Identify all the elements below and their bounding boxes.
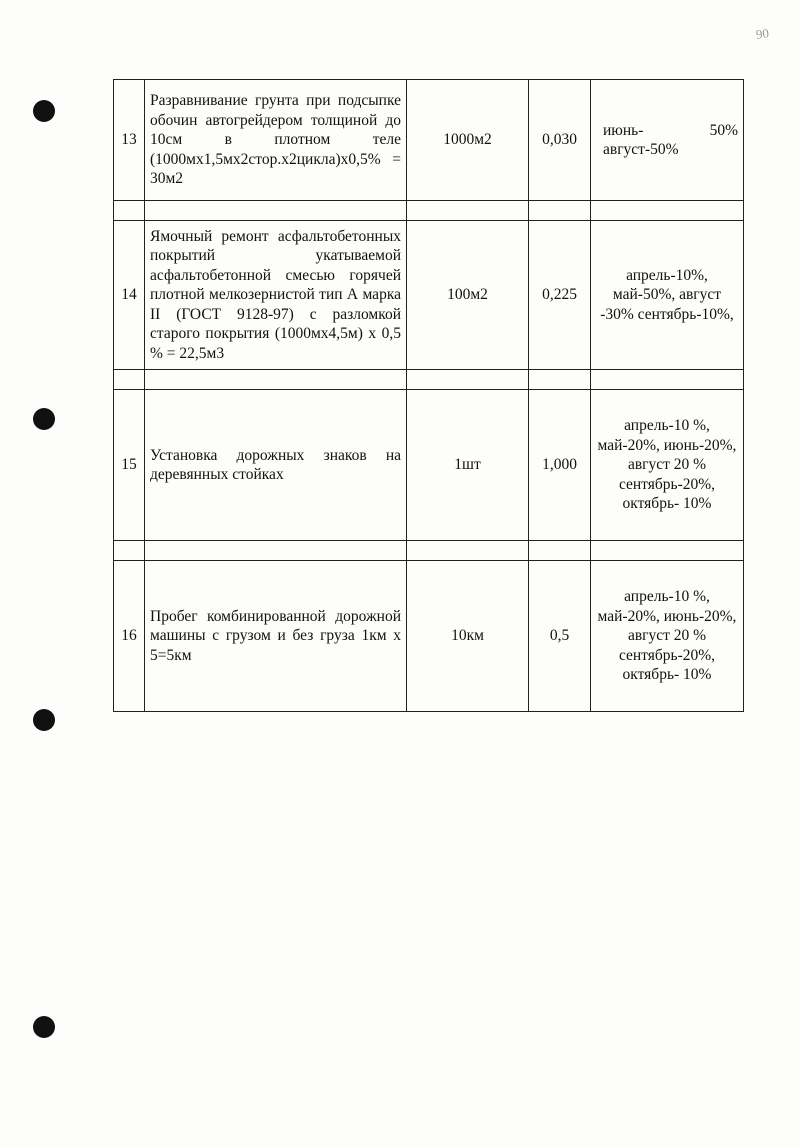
row-number: 13 — [114, 80, 145, 201]
work-description: Ямочный ремонт асфальтобетонных покрытий укатываемой асфальтобетонной смесью горячей плотной мелкозернистой тип А марка II (ГОСТ 9128-97) с разломкой старого покрытия (1000мх4,5м) х 0,5 % = 22,5м3 — [145, 221, 407, 370]
spacer-row — [114, 541, 744, 561]
punch-hole — [33, 408, 55, 430]
table-row — [114, 561, 744, 712]
schedule: апрель-10%, май-50%, август -30% сентябрь-10%, — [591, 221, 744, 370]
quantity: 0,225 — [529, 221, 591, 370]
row-number: 15 — [114, 390, 145, 541]
quantity: 1,000 — [529, 390, 591, 541]
punch-hole — [33, 100, 55, 122]
unit-of-measure: 10км — [407, 561, 529, 712]
quantity: 0,5 — [529, 561, 591, 712]
unit-of-measure: 1000м2 — [407, 80, 529, 201]
unit-of-measure: 1шт — [407, 390, 529, 541]
spacer-row — [114, 201, 744, 221]
schedule: апрель-10 %, май-20%, июнь-20%, август 20 % сентябрь-20%, октябрь- 10% — [591, 561, 744, 712]
quantity: 0,030 — [529, 80, 591, 201]
punch-hole — [33, 1016, 55, 1038]
table-row — [114, 221, 744, 370]
work-description: Пробег комбинированной дорожной машины с грузом и без груза 1км х 5=5км — [145, 561, 407, 712]
row-number: 14 — [114, 221, 145, 370]
schedule: апрель-10 %, май-20%, июнь-20%, август 20 % сентябрь-20%, октябрь- 10% — [591, 390, 744, 541]
table-row — [114, 390, 744, 541]
work-description: Разравнивание грунта при подсыпке обочин автогрейдером толщиной до 10см в плотном теле (1000мх1,5мх2стор.х2цикла)х0,5% = 30м2 — [145, 80, 407, 201]
work-description: Установка дорожных знаков на деревянных стойках — [145, 390, 407, 541]
spacer-row — [114, 370, 744, 390]
punch-hole — [33, 709, 55, 731]
page-number: 90 — [754, 25, 770, 42]
table-row — [114, 80, 744, 201]
row-number: 16 — [114, 561, 145, 712]
works-table — [113, 79, 744, 712]
schedule: июнь- 50% август-50% — [591, 80, 744, 201]
unit-of-measure: 100м2 — [407, 221, 529, 370]
